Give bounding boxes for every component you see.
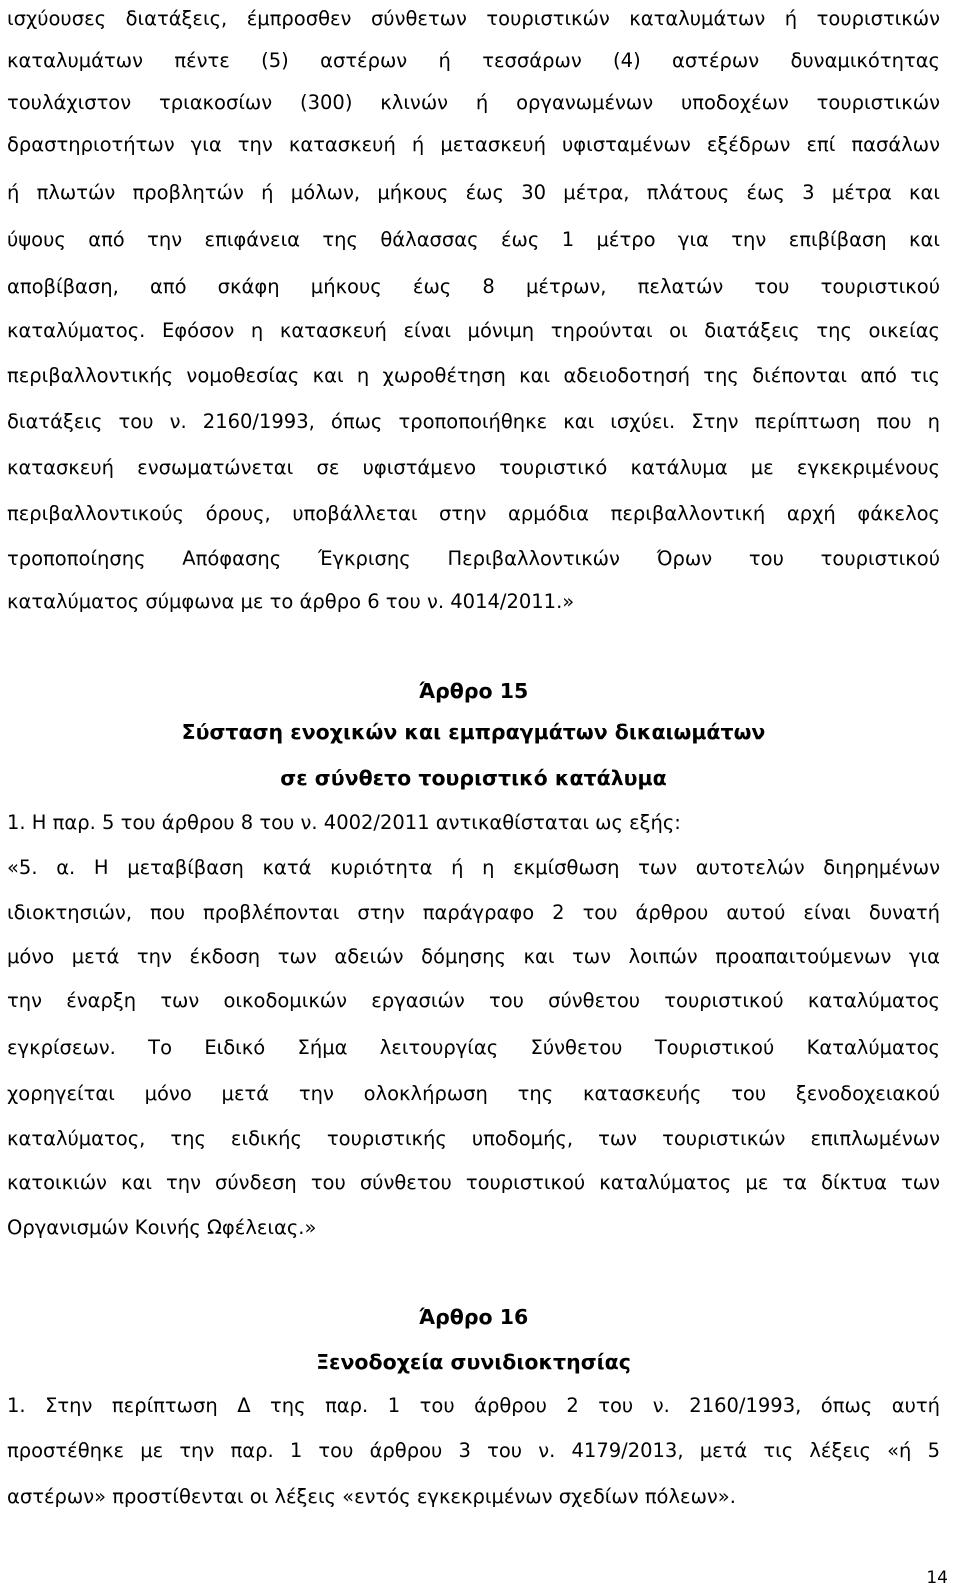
text-line: διατάξεις του ν. 2160/1993, όπως τροποποιήθηκε και ισχύει. Στην περίπτωση που η — [7, 410, 940, 433]
text-line: καταλύματος. Εφόσον η κατασκευή είναι μόνιμη τηρούνται οι διατάξεις της οικείας — [7, 319, 940, 342]
text-line: προστέθηκε με την παρ. 1 του άρθρου 3 του ν. 4179/2013, μετά τις λέξεις «ή 5 — [7, 1439, 940, 1462]
text-line: χορηγείται μόνο μετά την ολοκλήρωση της κατασκευής του ξενοδοχειακού — [7, 1082, 940, 1105]
page-number: 14 — [926, 1568, 948, 1588]
text-line: καταλύματος, της ειδικής τουριστικής υποδομής, των τουριστικών επιπλωμένων — [7, 1127, 940, 1150]
text-line: περιβαλλοντικής νομοθεσίας και η χωροθέτηση και αδειοδοτησή της διέπονται από τις — [7, 364, 940, 387]
text-line: αποβίβαση, από σκάφη μήκους έως 8 μέτρων, πελατών του τουριστικού — [7, 275, 940, 298]
text-line: ή πλωτών προβλητών ή μόλων, μήκους έως 30 μέτρα, πλάτους έως 3 μέτρα και — [7, 181, 940, 204]
text-line: ύψους από την επιφάνεια της θάλασσας έως 1 μέτρο για την επιβίβαση και — [7, 228, 940, 251]
text-line: εγκρίσεων. Το Ειδικό Σήμα λειτουργίας Σύνθετου Τουριστικού Καταλύματος — [7, 1036, 940, 1059]
text-line: 1. Στην περίπτωση Δ της παρ. 1 του άρθρου 2 του ν. 2160/1993, όπως αυτή — [7, 1394, 940, 1417]
text-line: τουλάχιστον τριακοσίων (300) κλινών ή οργανωμένων υποδοχέων τουριστικών — [7, 91, 940, 114]
text-line: περιβαλλοντικούς όρους, υποβάλλεται στην αρμόδια περιβαλλοντική αρχή φάκελος — [7, 502, 940, 525]
text-line: τροποποίησης Απόφασης Έγκρισης Περιβαλλοντικών Όρων του τουριστικού — [7, 547, 940, 570]
text-line: Οργανισμών Κοινής Ωφέλειας.» — [7, 1216, 317, 1239]
text-line: 1. Η παρ. 5 του άρθρου 8 του ν. 4002/2011 αντικαθίσταται ως εξής: — [7, 811, 681, 834]
text-line: ισχύουσες διατάξεις, έμπροσθεν σύνθετων τουριστικών καταλυμάτων ή τουριστικών — [7, 7, 940, 30]
text-line: αστέρων» προστίθενται οι λέξεις «εντός εγκεκριμένων σχεδίων πόλεων». — [7, 1485, 736, 1508]
article-title: Σύσταση ενοχικών και εμπραγμάτων δικαιωμάτων — [181, 720, 766, 744]
text-line: ιδιοκτησιών, που προβλέπονται στην παράγραφο 2 του άρθρου αυτού είναι δυνατή — [7, 901, 940, 924]
text-line: κατασκευή ενσωματώνεται σε υφιστάμενο τουριστικό κατάλυμα με εγκεκριμένους — [7, 456, 940, 479]
article-title: Ξενοδοχεία συνιδιοκτησίας — [316, 1350, 631, 1374]
text-line: καταλυμάτων πέντε (5) αστέρων ή τεσσάρων (4) αστέρων δυναμικότητας — [7, 49, 940, 72]
text-line: μόνο μετά την έκδοση των αδειών δόμησης και των λοιπών προαπαιτούμενων για — [7, 945, 940, 968]
article-heading: Άρθρο 15 — [418, 679, 529, 703]
text-line: «5. α. Η μεταβίβαση κατά κυριότητα ή η εκμίσθωση των αυτοτελών διηρημένων — [7, 856, 940, 879]
text-line: δραστηριοτήτων για την κατασκευή ή μετασκευή υφισταμένων εξέδρων επί πασάλων — [7, 133, 940, 156]
text-line: καταλύματος σύμφωνα με το άρθρο 6 του ν. 4014/2011.» — [7, 590, 575, 613]
article-heading: Άρθρο 16 — [418, 1305, 529, 1329]
text-line: την έναρξη των οικοδομικών εργασιών του σύνθετου τουριστικού καταλύματος — [7, 989, 940, 1012]
text-line: κατοικιών και την σύνδεση του σύνθετου τουριστικού καταλύματος με τα δίκτυα των — [7, 1171, 940, 1194]
article-title: σε σύνθετο τουριστικό κατάλυμα — [280, 766, 667, 790]
